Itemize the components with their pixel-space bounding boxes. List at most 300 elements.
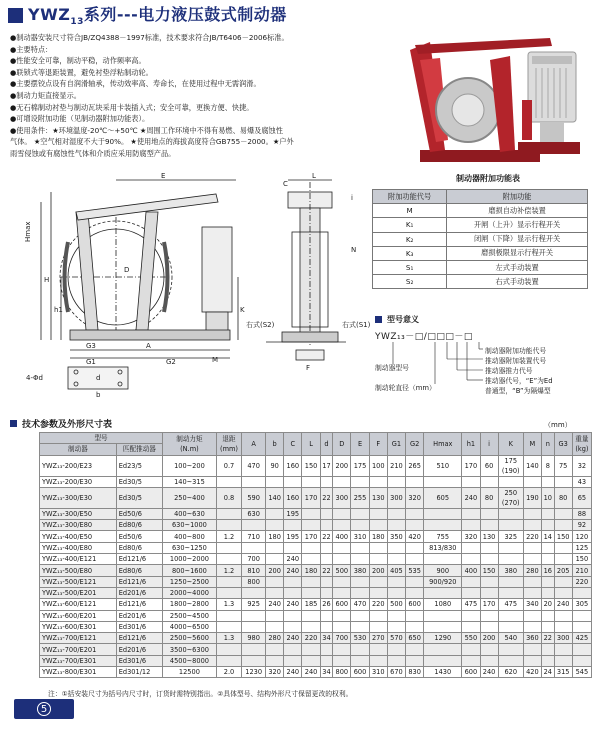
table-cell xyxy=(498,476,523,487)
table-cell: 305 xyxy=(572,599,591,610)
table-cell: 195 xyxy=(284,508,302,519)
feature-line: 气体。 ★空气相对湿度不大于90%。 ★使用地点的海拔高度符合GB755－2000。★户外 xyxy=(10,137,294,147)
table-cell xyxy=(351,508,369,519)
table-cell xyxy=(523,476,541,487)
table-cell xyxy=(572,610,591,621)
table-cell xyxy=(480,576,498,587)
dim-label: E xyxy=(161,172,166,180)
feature-line: 雨雪侵蚀或有腐蚀性气体和介质应采用防腐型产品。 xyxy=(10,148,176,158)
dim-label: H xyxy=(44,276,50,284)
table-cell xyxy=(387,587,405,598)
table-cell: 185 xyxy=(302,599,320,610)
table-cell xyxy=(369,554,387,565)
table-cell: 125 xyxy=(572,542,591,553)
table-cell xyxy=(369,520,387,531)
feature-line: ●可增设附加功能（见制动器附加功能表）。 xyxy=(10,114,150,124)
dim-label: M xyxy=(212,356,219,364)
table-cell: 240 xyxy=(284,667,302,678)
table-cell xyxy=(498,554,523,565)
table-cell: Ed30/5 xyxy=(116,487,162,508)
model-label-pusher-2: 普通型，“B”为隔爆型 xyxy=(485,387,551,395)
table-cell xyxy=(406,655,424,666)
table-cell: 205 xyxy=(554,565,572,576)
func-cell: 右式手动装置 xyxy=(447,275,588,289)
table-cell: 400~800 xyxy=(163,531,217,542)
table-cell: 810 xyxy=(242,565,266,576)
table-cell xyxy=(351,655,369,666)
table-cell: Ed121/6 xyxy=(116,576,162,587)
table-cell xyxy=(302,644,320,655)
table-cell xyxy=(242,520,266,531)
table-cell: Ed301/6 xyxy=(116,655,162,666)
table-cell: 43 xyxy=(572,476,591,487)
table-row xyxy=(40,508,592,519)
table-cell: 180 xyxy=(302,565,320,576)
table-cell xyxy=(216,576,241,587)
table-row xyxy=(40,531,592,542)
spec-header-cell: D xyxy=(333,433,351,456)
table-cell: 4500~8000 xyxy=(163,655,217,666)
table-cell: 200 xyxy=(369,565,387,576)
table-cell xyxy=(462,655,480,666)
table-cell: YWZ₁₃-300/E50 xyxy=(40,508,117,519)
spec-unit: （mm） xyxy=(544,421,572,429)
footnote: 注：①括安装尺寸为括号内尺寸时，订货时需特别指出。②具体型号、结构外形尺寸保留更改的权利。 xyxy=(48,690,353,698)
table-cell: 100 xyxy=(369,455,387,476)
table-cell: 300 xyxy=(333,487,351,508)
table-cell xyxy=(242,610,266,621)
table-cell: 830 xyxy=(406,667,424,678)
model-label-thrust: 推动器推力代号 xyxy=(485,367,533,375)
table-cell: 1.2 xyxy=(216,565,241,576)
table-cell xyxy=(498,520,523,531)
model-label-attach: 推动器附加装置代号 xyxy=(485,357,547,365)
table-cell xyxy=(351,621,369,632)
table-cell: 475 xyxy=(498,599,523,610)
table-cell: 220 xyxy=(523,531,541,542)
table-cell xyxy=(523,610,541,621)
table-cell xyxy=(387,610,405,621)
spec-header-cell: G1 xyxy=(387,433,405,456)
table-cell: 535 xyxy=(406,565,424,576)
table-cell xyxy=(523,621,541,632)
table-cell xyxy=(369,644,387,655)
table-cell: 380 xyxy=(498,565,523,576)
table-cell: 315 xyxy=(554,667,572,678)
table-cell: 600 xyxy=(406,599,424,610)
table-cell xyxy=(284,576,302,587)
table-cell: 240 xyxy=(284,554,302,565)
table-cell xyxy=(462,554,480,565)
table-cell xyxy=(542,476,555,487)
spec-header-cell: G2 xyxy=(406,433,424,456)
table-cell xyxy=(266,554,284,565)
table-cell: YWZ₁₃-600/E201 xyxy=(40,610,117,621)
table-cell: 250 (270) xyxy=(498,487,523,508)
table-cell: 310 xyxy=(369,667,387,678)
table-cell xyxy=(554,655,572,666)
table-cell xyxy=(480,508,498,519)
table-cell xyxy=(387,542,405,553)
table-cell xyxy=(302,655,320,666)
page-number-badge xyxy=(14,699,74,719)
table-cell: 3500~6300 xyxy=(163,644,217,655)
spec-header-cell: 重量 (kg) xyxy=(572,433,591,456)
table-cell xyxy=(284,542,302,553)
dim-label: d xyxy=(96,374,101,382)
table-cell xyxy=(351,610,369,621)
table-cell xyxy=(498,508,523,519)
table-cell: 600 xyxy=(333,599,351,610)
table-cell: 80 xyxy=(554,487,572,508)
table-cell: 22 xyxy=(320,531,333,542)
table-cell xyxy=(351,542,369,553)
func-header-cell: 附加功能代号 xyxy=(373,190,447,204)
table-cell xyxy=(480,655,498,666)
table-cell: Ed201/6 xyxy=(116,610,162,621)
table-cell xyxy=(333,576,351,587)
table-cell: 140~315 xyxy=(163,476,217,487)
table-cell xyxy=(284,621,302,632)
table-cell xyxy=(320,610,333,621)
table-cell: 2000~4000 xyxy=(163,587,217,598)
table-cell: 0.7 xyxy=(216,455,241,476)
func-cell: 左式手动装置 xyxy=(447,260,588,274)
table-cell xyxy=(462,610,480,621)
table-cell: YWZ₁₃-300/E80 xyxy=(40,520,117,531)
func-cell: 磨损自动补偿装置 xyxy=(447,204,588,218)
table-cell xyxy=(266,644,284,655)
func-row xyxy=(373,204,588,218)
table-row xyxy=(40,520,592,531)
table-cell: YWZ₁₃-200/E30 xyxy=(40,476,117,487)
table-cell: YWZ₁₃-400/E80 xyxy=(40,542,117,553)
table-cell: Ed301/12 xyxy=(116,667,162,678)
spec-header-cell: n xyxy=(542,433,555,456)
table-cell xyxy=(302,520,320,531)
table-cell: 20 xyxy=(542,599,555,610)
table-cell: 92 xyxy=(572,520,591,531)
table-cell: 1080 xyxy=(424,599,462,610)
table-cell xyxy=(320,554,333,565)
table-cell: 195 xyxy=(284,531,302,542)
table-cell xyxy=(424,476,462,487)
table-cell: 240 xyxy=(284,599,302,610)
func-row xyxy=(373,232,588,246)
table-cell xyxy=(216,554,241,565)
table-cell xyxy=(320,655,333,666)
table-cell: 700 xyxy=(333,633,351,644)
model-title: 型号意义 xyxy=(387,315,419,324)
table-cell xyxy=(462,476,480,487)
table-cell: 100~200 xyxy=(163,455,217,476)
table-cell xyxy=(542,655,555,666)
table-cell xyxy=(302,587,320,598)
feature-line: ●性能安全可靠，制动平稳，动作频率高。 xyxy=(10,56,146,66)
table-cell: 34 xyxy=(320,633,333,644)
table-cell: 800~1600 xyxy=(163,565,217,576)
table-cell: YWZ₁₃-400/E121 xyxy=(40,554,117,565)
func-row xyxy=(373,218,588,232)
table-cell: YWZ₁₃-700/E121 xyxy=(40,633,117,644)
table-cell xyxy=(387,554,405,565)
table-cell xyxy=(572,621,591,632)
dim-label: D xyxy=(124,266,130,274)
table-cell: 630~1000 xyxy=(163,520,217,531)
table-cell: 170 xyxy=(480,599,498,610)
table-cell: 32 xyxy=(572,455,591,476)
table-cell xyxy=(216,520,241,531)
table-cell xyxy=(302,610,320,621)
table-cell xyxy=(333,644,351,655)
func-header-cell: 附加功能 xyxy=(447,190,588,204)
dim-label: K xyxy=(240,306,245,314)
table-cell: 130 xyxy=(369,487,387,508)
table-cell: YWZ₁₃-300/E30 xyxy=(40,487,117,508)
table-cell xyxy=(406,520,424,531)
table-cell xyxy=(462,621,480,632)
page-number: 5 xyxy=(37,702,51,716)
table-cell: 425 xyxy=(572,633,591,644)
table-cell xyxy=(498,587,523,598)
table-cell xyxy=(424,520,462,531)
table-cell xyxy=(424,621,462,632)
table-cell xyxy=(320,587,333,598)
table-cell xyxy=(351,520,369,531)
table-cell xyxy=(369,587,387,598)
table-cell: 2.0 xyxy=(216,667,241,678)
table-cell xyxy=(284,587,302,598)
table-cell xyxy=(480,587,498,598)
table-cell xyxy=(216,587,241,598)
table-cell xyxy=(480,610,498,621)
spec-header-cell: d xyxy=(320,433,333,456)
table-cell xyxy=(302,621,320,632)
table-cell: 240 xyxy=(480,667,498,678)
table-cell: 200 xyxy=(333,455,351,476)
table-cell xyxy=(302,508,320,519)
table-cell xyxy=(480,554,498,565)
table-cell: 10 xyxy=(542,487,555,508)
model-label-pusher: 推动器代号，“E”为Ed xyxy=(485,377,553,385)
table-cell xyxy=(406,542,424,553)
table-cell: 16 xyxy=(542,565,555,576)
table-cell: Ed121/6 xyxy=(116,633,162,644)
table-cell xyxy=(333,554,351,565)
table-cell: 600 xyxy=(462,667,480,678)
table-cell xyxy=(369,476,387,487)
table-cell xyxy=(554,520,572,531)
table-cell: 150 xyxy=(554,531,572,542)
table-cell: Ed80/6 xyxy=(116,520,162,531)
table-cell: 150 xyxy=(302,455,320,476)
table-cell xyxy=(216,644,241,655)
table-cell xyxy=(542,542,555,553)
table-cell: 175 (190) xyxy=(498,455,523,476)
table-cell xyxy=(216,621,241,632)
table-cell: 180 xyxy=(266,531,284,542)
table-cell xyxy=(554,476,572,487)
table-cell: 510 xyxy=(424,455,462,476)
table-cell xyxy=(554,554,572,565)
table-cell xyxy=(351,576,369,587)
feature-list xyxy=(10,32,382,160)
table-cell: 14 xyxy=(542,531,555,542)
dim-label: G3 xyxy=(86,342,96,350)
table-cell xyxy=(216,476,241,487)
feature-line: ●使用条件：★环境温度-20℃～+50℃ ★周围工作环境中不得有易燃、易爆及腐蚀性 xyxy=(10,125,283,135)
table-cell xyxy=(406,576,424,587)
table-row xyxy=(40,610,592,621)
table-cell: 210 xyxy=(387,455,405,476)
table-cell xyxy=(480,520,498,531)
table-cell: 1250~2500 xyxy=(163,576,217,587)
table-cell xyxy=(242,621,266,632)
table-cell xyxy=(424,554,462,565)
table-cell xyxy=(523,508,541,519)
table-cell: 150 xyxy=(572,554,591,565)
table-cell xyxy=(242,644,266,655)
spec-header-cell: K xyxy=(498,433,523,456)
table-cell xyxy=(480,644,498,655)
table-cell xyxy=(523,644,541,655)
table-row xyxy=(40,633,592,644)
table-cell: 80 xyxy=(480,487,498,508)
table-cell xyxy=(266,621,284,632)
table-cell xyxy=(554,587,572,598)
table-cell xyxy=(554,644,572,655)
table-cell: YWZ₁₃-400/E50 xyxy=(40,531,117,542)
table-cell xyxy=(333,621,351,632)
table-cell: 325 xyxy=(498,531,523,542)
table-row xyxy=(40,644,592,655)
table-row xyxy=(40,576,592,587)
table-cell xyxy=(554,621,572,632)
func-cell: K₁ xyxy=(373,218,447,232)
table-cell xyxy=(498,542,523,553)
section-square-icon xyxy=(10,420,17,427)
dim-label: C xyxy=(283,180,288,188)
table-cell: 22 xyxy=(320,565,333,576)
spec-header-cell: A xyxy=(242,433,266,456)
table-cell xyxy=(242,587,266,598)
func-cell: 磨损极限显示行程开关 xyxy=(447,246,588,260)
table-cell xyxy=(406,610,424,621)
table-row xyxy=(40,587,592,598)
table-cell: 26 xyxy=(320,599,333,610)
right-s1-label: 右式(S1) xyxy=(342,321,371,329)
table-cell: 120 xyxy=(572,531,591,542)
table-cell: YWZ₁₃-700/E201 xyxy=(40,644,117,655)
table-cell xyxy=(424,508,462,519)
table-cell: YWZ₁₃-800/E301 xyxy=(40,667,117,678)
table-cell: 900 xyxy=(424,565,462,576)
table-cell: 255 xyxy=(351,487,369,508)
table-cell: 170 xyxy=(302,487,320,508)
model-code: YWZ₁₃－□/□□□－□ xyxy=(375,332,473,342)
table-cell: Ed50/6 xyxy=(116,508,162,519)
table-cell: 75 xyxy=(554,455,572,476)
table-cell: 1.3 xyxy=(216,633,241,644)
table-cell: 405 xyxy=(387,565,405,576)
dim-label: A xyxy=(146,342,151,350)
table-cell xyxy=(542,621,555,632)
table-cell xyxy=(406,554,424,565)
table-cell: 22 xyxy=(320,487,333,508)
table-cell: 240 xyxy=(462,487,480,508)
table-cell: 360 xyxy=(523,633,541,644)
table-cell xyxy=(351,587,369,598)
table-cell: 190 xyxy=(523,487,541,508)
table-cell xyxy=(523,554,541,565)
table-cell xyxy=(369,542,387,553)
table-cell xyxy=(406,621,424,632)
table-cell xyxy=(216,542,241,553)
table-cell: 220 xyxy=(302,633,320,644)
table-cell xyxy=(266,476,284,487)
table-cell: 590 xyxy=(242,487,266,508)
spec-header-cell: L xyxy=(302,433,320,456)
func-cell: S₁ xyxy=(373,260,447,274)
table-cell: 813/830 xyxy=(424,542,462,553)
table-cell: 400 xyxy=(462,565,480,576)
table-cell xyxy=(351,554,369,565)
table-cell xyxy=(387,644,405,655)
table-row xyxy=(40,621,592,632)
table-cell: YWZ₁₃-600/E301 xyxy=(40,621,117,632)
table-cell: 17 xyxy=(320,455,333,476)
table-cell: 200 xyxy=(480,633,498,644)
table-cell xyxy=(523,520,541,531)
dim-label: h1 xyxy=(54,306,63,314)
table-cell xyxy=(333,520,351,531)
table-cell xyxy=(572,587,591,598)
table-cell: 1230 xyxy=(242,667,266,678)
feature-line: ●制动器安装尺寸符合JB/ZQ4388－1997标准，技术要求符合JB/T6406－2006标准。 xyxy=(10,33,289,42)
table-cell xyxy=(406,587,424,598)
table-cell: 1.2 xyxy=(216,531,241,542)
table-cell: 530 xyxy=(351,633,369,644)
spec-header-cell: h1 xyxy=(462,433,480,456)
table-cell xyxy=(266,542,284,553)
table-cell xyxy=(498,644,523,655)
table-cell: 4000~6500 xyxy=(163,621,217,632)
dim-label: N xyxy=(351,246,357,254)
table-cell: 350 xyxy=(387,531,405,542)
table-cell: 280 xyxy=(266,633,284,644)
table-cell: 160 xyxy=(284,487,302,508)
table-cell xyxy=(498,655,523,666)
table-cell: 140 xyxy=(523,455,541,476)
page-title-bar xyxy=(8,4,287,26)
table-cell xyxy=(302,576,320,587)
table-cell: YWZ₁₃-500/E201 xyxy=(40,587,117,598)
table-cell: 400 xyxy=(333,531,351,542)
table-row xyxy=(40,565,592,576)
table-cell: 500 xyxy=(387,599,405,610)
table-cell: 130 xyxy=(480,531,498,542)
table-cell xyxy=(320,508,333,519)
spec-header-cell: M xyxy=(523,433,541,456)
table-cell: 2500~5600 xyxy=(163,633,217,644)
table-cell: 140 xyxy=(266,487,284,508)
spec-header-cell: i xyxy=(480,433,498,456)
table-cell xyxy=(302,542,320,553)
table-cell: 540 xyxy=(498,633,523,644)
table-cell: 160 xyxy=(284,455,302,476)
table-cell: 270 xyxy=(369,633,387,644)
table-cell xyxy=(284,520,302,531)
